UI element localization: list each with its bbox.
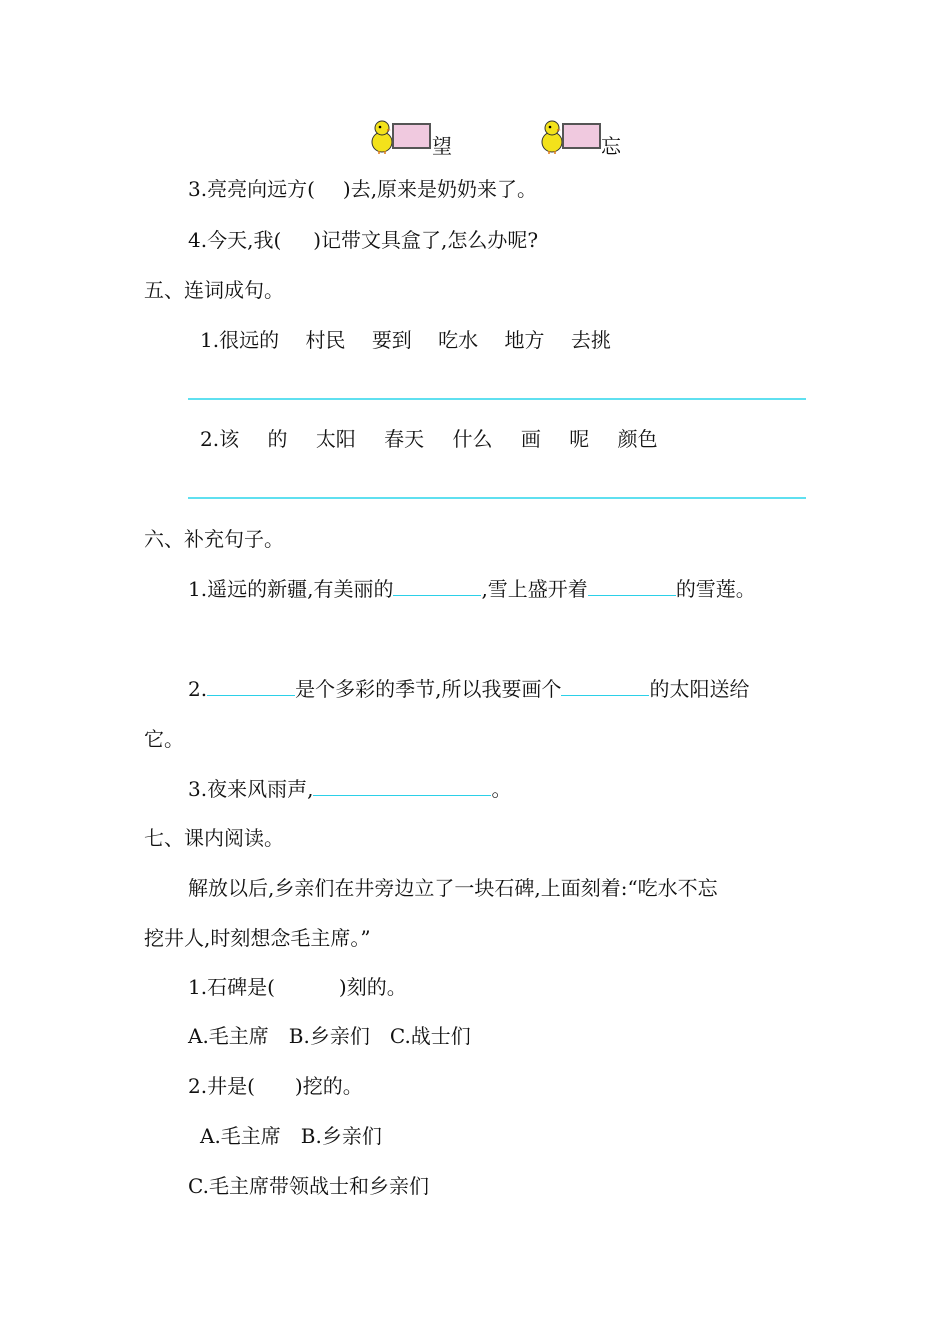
word-order-q2: 2.该 的 太阳 春天 什么 画 呢 颜色 — [200, 427, 658, 451]
answer-box[interactable] — [392, 123, 431, 149]
word-chip: 什么 — [452, 427, 493, 451]
section-7-title: 七、课内阅读。 — [144, 826, 284, 850]
reading-passage-line-2: 挖井人,时刻想念毛主席。” — [144, 926, 371, 950]
answer-blank[interactable] — [588, 577, 676, 596]
word-chip: 春天 — [384, 427, 425, 451]
section-5-title: 五、连词成句。 — [144, 278, 284, 302]
sentence-q1: 1.遥远的新疆,有美丽的 ,雪上盛开着 的雪莲。 — [188, 577, 756, 601]
reading-passage-line-1: 解放以后,乡亲们在井旁边立了一块石碑,上面刻着:“吃水不忘 — [188, 876, 718, 900]
answer-line[interactable] — [188, 497, 806, 499]
word-order-q1: 1.很远的 村民 要到 吃水 地方 去挑 — [200, 328, 611, 352]
word-chip: 呢 — [569, 427, 590, 451]
word-chip: 画 — [520, 427, 541, 451]
reading-q2: 2.井是( )挖的。 — [188, 1074, 363, 1098]
answer-box[interactable] — [562, 123, 601, 149]
sentence-q3: 3.夜来风雨声, 。 — [188, 777, 512, 801]
section-6-title: 六、补充句子。 — [144, 527, 284, 551]
answer-blank[interactable] — [393, 577, 481, 596]
reading-q1: 1.石碑是( )刻的。 — [188, 975, 407, 999]
chick-icon — [540, 118, 564, 154]
word-chip: 地方 — [504, 328, 545, 352]
reading-q1-options: A.毛主席 B.乡亲们 C.战士们 — [188, 1024, 471, 1048]
answer-blank[interactable] — [207, 677, 295, 696]
answer-blank[interactable] — [313, 777, 491, 796]
question-4-3: 3.亮亮向远方( )去,原来是奶奶来了。 — [188, 177, 538, 201]
answer-blank[interactable] — [561, 677, 649, 696]
sentence-q2: 2. 是个多彩的季节,所以我要画个 的太阳送给 — [188, 677, 750, 701]
word-chip: 颜色 — [617, 427, 658, 451]
reading-q2-options: A.毛主席 B.乡亲们 — [200, 1124, 382, 1148]
header-char-1: 望 — [432, 134, 452, 158]
word-chip: 的 — [267, 427, 288, 451]
reading-q2-option-c: C.毛主席带领战士和乡亲们 — [188, 1174, 429, 1198]
header-char-2: 忘 — [601, 134, 621, 158]
word-chip: 要到 — [371, 328, 412, 352]
word-chip: 村民 — [305, 328, 346, 352]
word-chip: 去挑 — [570, 328, 611, 352]
chick-icon — [370, 118, 394, 154]
word-chip: 该 — [219, 427, 240, 451]
word-chip: 很远的 — [219, 328, 280, 352]
question-4-4: 4.今天,我( )记带文具盒了,怎么办呢? — [188, 228, 539, 252]
answer-line[interactable] — [188, 398, 806, 400]
sentence-q2-wrap: 它。 — [144, 727, 184, 751]
word-chip: 吃水 — [438, 328, 479, 352]
word-chip: 太阳 — [315, 427, 356, 451]
